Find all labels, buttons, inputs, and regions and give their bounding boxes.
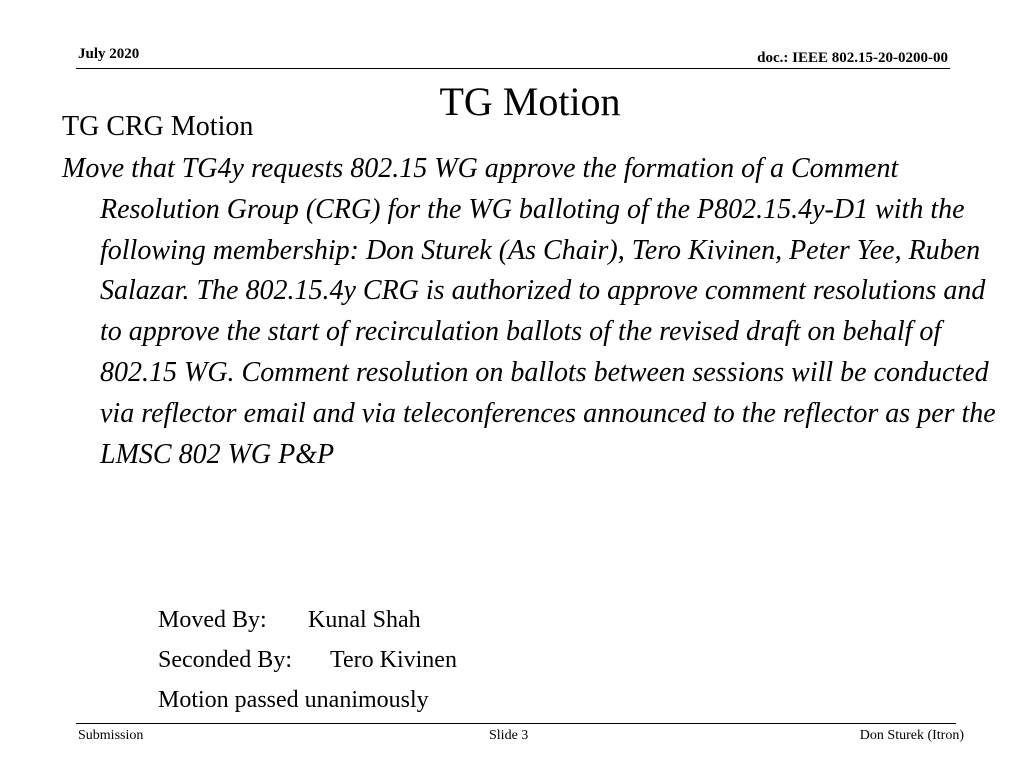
slide-subtitle: TG CRG Motion <box>62 111 254 142</box>
motion-text: Move that TG4y requests 802.15 WG approve the formation of a Comment Resolution Group (CRG) for the WG balloting of the P802.15.4y-D1 with the following membership: Don Sturek (As Chair), Tero Kivinen, Peter Yee, Ruben Salazar. The 802.15.4y CRG is authorized to approve comment resolutions and to approve the start of recirculation ballots of the revised draft on behalf of 802.15 WG. Comment resolution on ballots between sessions will be conducted via reflector email and via teleconferences announced to the reflector as per the LMSC 802 WG P&P <box>62 153 996 470</box>
footer-divider <box>76 723 956 724</box>
header-doc-id: doc.: IEEE 802.15-20-0200-00 <box>757 50 948 66</box>
moved-by-line <box>158 604 421 636</box>
header-divider <box>76 68 950 69</box>
seconded-by-line <box>158 644 457 676</box>
seconded-by-name: Tero Kivinen <box>330 647 457 673</box>
moved-by-name: Kunal Shah <box>308 607 421 633</box>
motion-result: Motion passed unanimously <box>158 687 429 713</box>
seconded-by-label: Seconded By: <box>158 647 292 673</box>
moved-by-label: Moved By: <box>158 607 267 633</box>
slide-title: TG Motion <box>439 79 621 124</box>
footer-slide-number: Slide 3 <box>489 728 529 743</box>
header-date: July 2020 <box>78 46 140 62</box>
footer-submission: Submission <box>78 728 144 743</box>
footer-author: Don Sturek (Itron) <box>859 728 964 743</box>
